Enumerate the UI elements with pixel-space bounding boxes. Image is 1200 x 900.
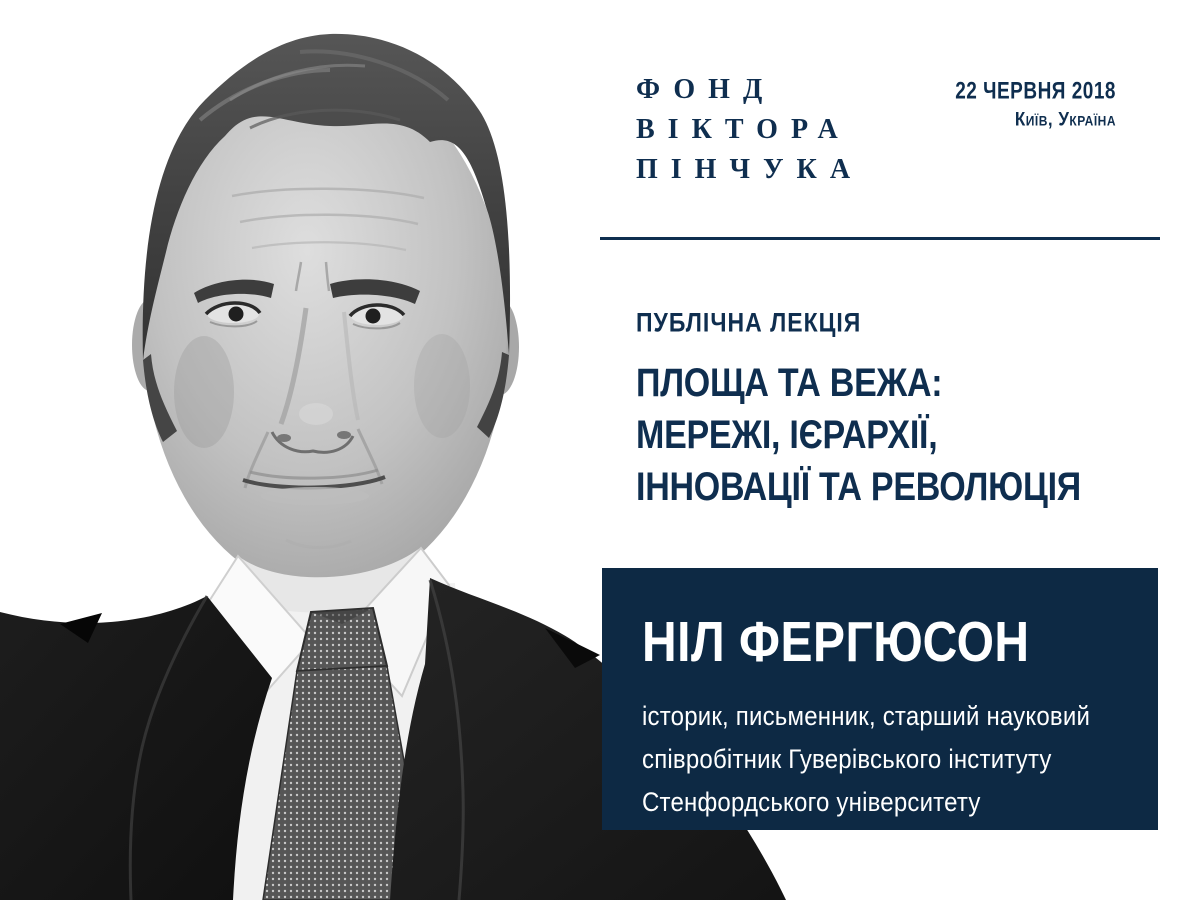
event-date-block (955, 76, 1116, 128)
speaker-name: НІЛ ФЕРГЮСОН (642, 611, 1030, 675)
event-date: 22 ЧЕРВНЯ 2018 (955, 78, 1116, 105)
speaker-bio (642, 698, 1138, 827)
title-line-2 (636, 409, 1081, 461)
divider-rule (600, 237, 1160, 240)
speaker-panel (602, 568, 1158, 830)
logo-line-3: ПІНЧУКА (636, 154, 864, 185)
bio-line-3 (642, 784, 1138, 827)
logo-line-1: ФОНД (636, 74, 776, 105)
event-type-label: ПУБЛІЧНА ЛЕКЦІЯ (636, 307, 862, 338)
bio-line-1 (642, 698, 1138, 741)
bio-line-2-text: співробітник Гуверівського інституту (642, 744, 1052, 775)
title-line-1-text: ПЛОЩА ТА ВЕЖА: (636, 360, 943, 406)
title-line-1 (636, 357, 1081, 409)
title-line-2-text: МЕРЕЖІ, ІЄРАРХІЇ, (636, 412, 938, 458)
title-line-3-text: ІННОВАЦІЇ ТА РЕВОЛЮЦІЯ (636, 464, 1081, 510)
event-location: Київ, Україна (1014, 108, 1116, 130)
bio-line-1-text: історик, письменник, старший науковий (642, 701, 1091, 732)
bio-line-3-text: Стенфордського університету (642, 787, 981, 818)
bio-line-2 (642, 741, 1138, 784)
lecture-title (636, 357, 1081, 513)
foundation-logo (636, 70, 863, 190)
logo-line-2: ВІКТОРА (636, 114, 851, 145)
title-line-3 (636, 461, 1081, 513)
